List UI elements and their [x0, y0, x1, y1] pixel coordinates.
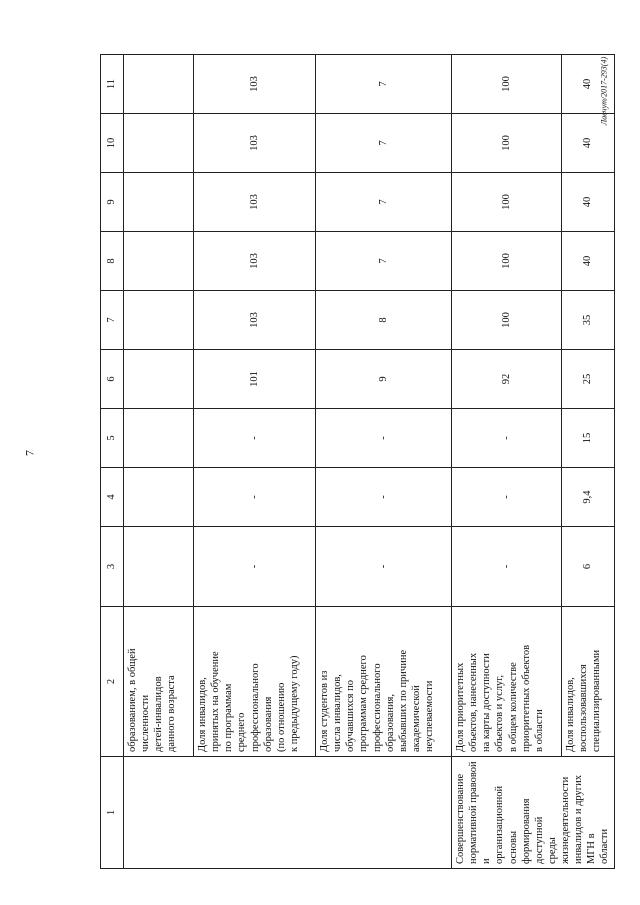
value-cell: 40 [561, 55, 614, 114]
value-cell: 7 [316, 114, 452, 173]
value-cell: 100 [452, 173, 562, 232]
indicator-cell: образованием, в общей численности детей-инвалидов данного возраста [124, 607, 194, 757]
value-cell: 35 [561, 291, 614, 350]
indicator-cell: Доля приоритетных объектов, нанесенных на карты доступности объектов и услуг, в общем количестве приоритетных объектов в области [452, 607, 562, 757]
table-row [452, 55, 562, 869]
value-cell: 9,4 [561, 468, 614, 527]
table-row [561, 55, 614, 869]
value-cell: 92 [452, 350, 562, 409]
value-cell: 100 [452, 114, 562, 173]
value-cell: 100 [452, 291, 562, 350]
header-cell: 10 [101, 114, 124, 173]
value-cell: 101 [194, 350, 316, 409]
header-cell: 9 [101, 173, 124, 232]
value-cell: - [452, 468, 562, 527]
value-cell [124, 527, 194, 607]
header-cell: 11 [101, 55, 124, 114]
value-cell: - [194, 409, 316, 468]
value-cell: - [316, 409, 452, 468]
value-cell: 103 [194, 173, 316, 232]
indicator-cell: Доля инвалидов, принятых на обучение по программам среднего профессионального образования (по отношению к предыдущему году) [194, 607, 316, 757]
value-cell [124, 114, 194, 173]
header-cell: 6 [101, 350, 124, 409]
objective-cell [124, 757, 452, 869]
indicator-table [100, 54, 615, 869]
value-cell [124, 409, 194, 468]
value-cell: 7 [316, 232, 452, 291]
table-row [194, 55, 316, 869]
value-cell: 40 [561, 114, 614, 173]
value-cell: - [316, 468, 452, 527]
document-reference: Лавчут/2017-293(4) [599, 56, 609, 126]
value-cell: 103 [194, 55, 316, 114]
header-cell: 1 [101, 757, 124, 869]
value-cell: 7 [316, 55, 452, 114]
value-cell [124, 55, 194, 114]
value-cell: 9 [316, 350, 452, 409]
header-cell: 3 [101, 527, 124, 607]
value-cell: 100 [452, 232, 562, 291]
indicator-cell: Доля студентов из числа инвалидов, обучавшихся по программам среднего профессионального образования, выбывших по причине академической неуспеваемости [316, 607, 452, 757]
header-cell: 2 [101, 607, 124, 757]
value-cell: 100 [452, 55, 562, 114]
value-cell [124, 232, 194, 291]
value-cell: 40 [561, 232, 614, 291]
value-cell: - [452, 527, 562, 607]
value-cell [124, 468, 194, 527]
value-cell: 103 [194, 114, 316, 173]
value-cell [124, 291, 194, 350]
value-cell: 103 [194, 291, 316, 350]
indicator-cell: Доля инвалидов, воспользовавшихся специализированными [561, 607, 614, 757]
objective-cell: Совершенствование нормативной правовой и организационной основы формирования доступной среды жизнедеятельности инвалидов и других МГН в области [452, 757, 615, 869]
table-row [316, 55, 452, 869]
value-cell [124, 350, 194, 409]
header-cell: 8 [101, 232, 124, 291]
header-cell: 4 [101, 468, 124, 527]
value-cell: 25 [561, 350, 614, 409]
table-row [124, 55, 194, 869]
header-cell: 7 [101, 291, 124, 350]
header-cell: 5 [101, 409, 124, 468]
value-cell: - [194, 527, 316, 607]
value-cell: 7 [316, 173, 452, 232]
page-number: 7 [22, 450, 37, 456]
value-cell: 8 [316, 291, 452, 350]
value-cell: - [194, 468, 316, 527]
value-cell: 103 [194, 232, 316, 291]
value-cell: 15 [561, 409, 614, 468]
table-header-row [101, 55, 124, 869]
value-cell: 6 [561, 527, 614, 607]
value-cell [124, 173, 194, 232]
value-cell: - [316, 527, 452, 607]
value-cell: - [452, 409, 562, 468]
value-cell: 40 [561, 173, 614, 232]
